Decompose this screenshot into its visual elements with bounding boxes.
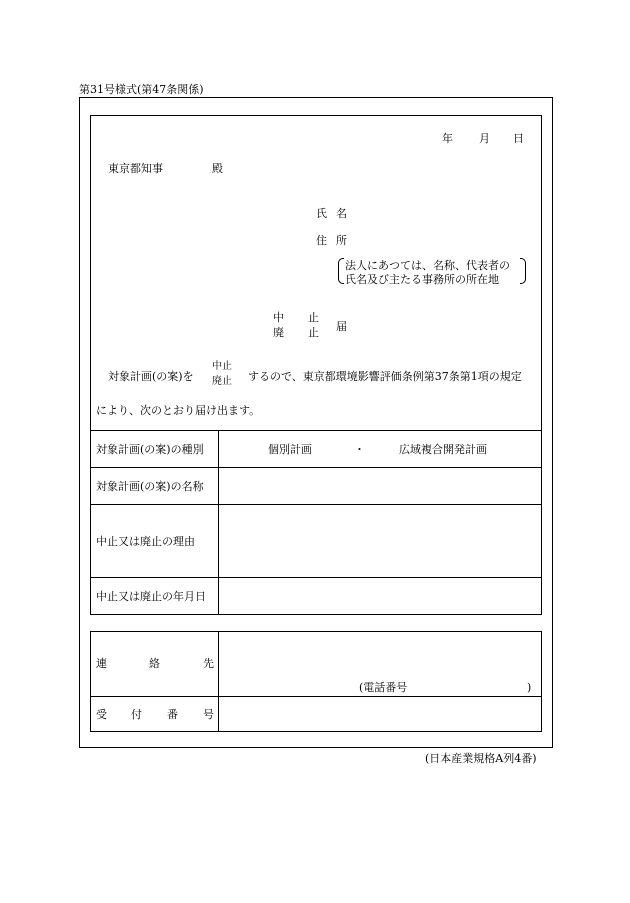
- row-date-label: 中止又は廃止の年月日: [96, 590, 206, 603]
- body-choice-stop: 中止: [212, 361, 232, 372]
- form-number: 第31号様式(第47条関係): [79, 83, 204, 96]
- row-name-label: 対象計画(の案)の名称: [96, 480, 204, 493]
- row-divider-3: [90, 577, 542, 578]
- date-month: 月: [479, 132, 490, 145]
- body-prefix: 対象計画(の案)を: [108, 370, 194, 383]
- address-label-a: 住: [316, 234, 327, 247]
- corporate-note-line2: 氏名及び主たる事務所の所在地: [345, 273, 499, 286]
- date-day: 日: [513, 132, 524, 145]
- date-year: 年: [442, 132, 453, 145]
- contact-column-divider: [218, 631, 219, 731]
- contact-label-char3: 先: [203, 657, 214, 670]
- row-type-option-individual: 個別計画: [268, 443, 312, 456]
- contact-row-divider: [90, 696, 542, 697]
- title-opt2-a: 廃: [273, 326, 284, 339]
- row-type-label: 対象計画(の案)の種別: [96, 443, 204, 456]
- contact-label-char2: 絡: [149, 657, 160, 670]
- contact-label-char1: 連: [96, 657, 107, 670]
- address-label-b: 所: [336, 234, 347, 247]
- body-suffix: するので、東京都環境影響評価条例第37条第1項の規定: [248, 370, 522, 383]
- receipt-label-char2: 付: [131, 708, 142, 721]
- phone-close: ): [527, 681, 532, 694]
- corporate-note-line1: 法人にあつては、名称、代表者の: [345, 259, 510, 272]
- bracket-left: [338, 258, 344, 284]
- title-suffix: 届: [336, 320, 347, 333]
- row-divider-2: [90, 504, 542, 505]
- table-top-line: [90, 430, 542, 431]
- row-reason-label: 中止又は廃止の理由: [96, 535, 195, 548]
- receipt-label-char3: 番: [167, 708, 178, 721]
- paper-size-note: (日本産業規格A列4番): [425, 752, 537, 765]
- row-divider-1: [90, 467, 542, 468]
- column-divider: [218, 430, 219, 614]
- phone-label: (電話番号: [359, 681, 408, 694]
- title-opt1-b: 止: [308, 311, 319, 324]
- contact-box: [90, 631, 542, 732]
- honorific: 殿: [212, 162, 223, 175]
- name-label-a: 氏: [316, 207, 327, 220]
- title-opt2-b: 止: [308, 326, 319, 339]
- bracket-right: [520, 258, 526, 284]
- name-label-b: 名: [336, 207, 347, 220]
- row-type-option-regional: 広域複合開発計画: [399, 443, 487, 456]
- body-line2: により、次のとおり届け出ます。: [96, 404, 261, 417]
- addressee: 東京都知事: [108, 162, 163, 175]
- row-type-separator: ・: [354, 443, 365, 456]
- receipt-label-char4: 号: [203, 708, 214, 721]
- title-opt1-a: 中: [273, 311, 284, 324]
- receipt-label-char1: 受: [96, 708, 107, 721]
- body-choice-abolish: 廃止: [212, 376, 232, 387]
